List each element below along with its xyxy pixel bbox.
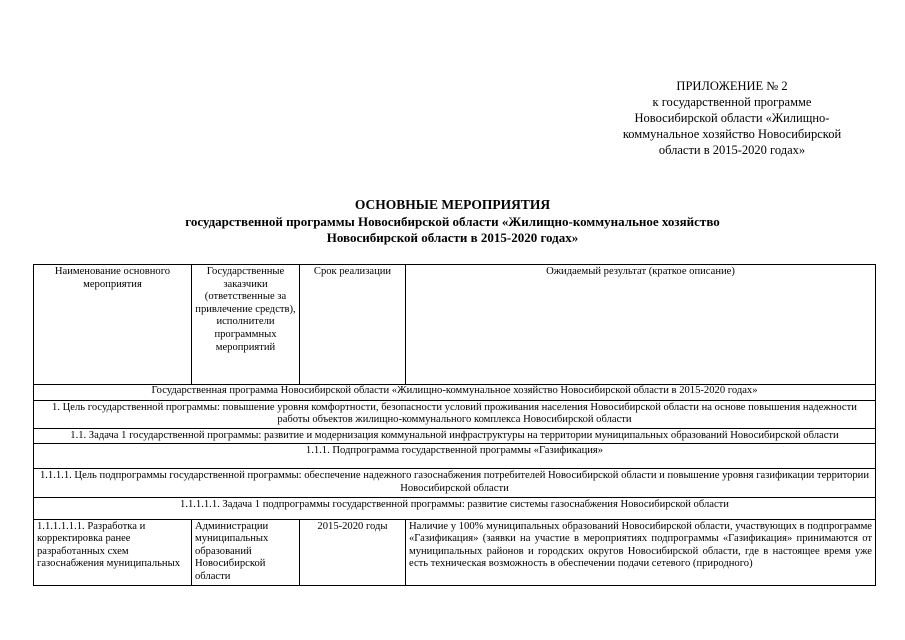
table-row: [34, 428, 876, 444]
table-header-row: [34, 265, 876, 385]
header-period: Срок реализации: [300, 265, 406, 385]
measure-period-cell: 2015-2020 годы: [300, 519, 406, 585]
subprogram-row: 1.1.1. Подпрограмма государственной программы «Газификация»: [34, 444, 876, 469]
header-name: Наименование основного мероприятия: [34, 265, 192, 385]
table-row: [34, 444, 876, 469]
measures-table: [33, 264, 876, 586]
table-row: [34, 385, 876, 401]
appendix-heading: [590, 78, 874, 158]
measure-name-cell: 1.1.1.1.1.1. Разработка и корректировка ранее разработанных схем газоснабжения муниципальных: [34, 519, 192, 585]
document-title: [0, 197, 905, 247]
table-row: [34, 519, 876, 585]
table-row: [34, 400, 876, 428]
header-customer: Государственные заказчики (ответственные за привлечение средств), исполнители программных мероприятий: [192, 265, 300, 385]
program-row: Государственная программа Новосибирской области «Жилищно-коммунальное хозяйство Новосибирской области в 2015-2020 годах»: [34, 385, 876, 401]
table-row: [34, 469, 876, 497]
task-row: 1.1. Задача 1 государственной программы: развитие и модернизация коммунальной инфраструктуры на территории муниципальных образований Новосибирской области: [34, 428, 876, 444]
subgoal-row: 1.1.1.1. Цель подпрограммы государственной программы: обеспечение надежного газоснабжения потребителей Новосибирской области и повышение уровня газификации территории Новосибирской области: [34, 469, 876, 497]
table-row: [34, 497, 876, 519]
measure-result-cell: Наличие у 100% муниципальных образований Новосибирской области, участвующих в подпрограмме «Газификация» (заявки на участие в мероприятиях подпрограммы «Газификация» принимаются от муниципальных районов и городских округов Новосибирской области, где в настоящее время уже есть техническая возможность в обеспечении подачи сетевого (природного): [406, 519, 876, 585]
appendix-line: Новосибирской области «Жилищно-: [634, 111, 830, 125]
title-line: Новосибирской области в 2015-2020 годах»: [326, 230, 579, 245]
appendix-line: области в 2015-2020 годах»: [658, 143, 806, 157]
measure-customer-cell: Администрации муниципальных образований Новосибирской области: [192, 519, 300, 585]
goal-row: 1. Цель государственной программы: повышение уровня комфортности, безопасности условий проживания населения Новосибирской области на основе повышения надежности работы объектов жилищно-коммунального комплекса Новосибирской области: [34, 400, 876, 428]
title-line: государственной программы Новосибирской области «Жилищно-коммунальное хозяйство: [185, 213, 720, 229]
appendix-line: к государственной программе: [652, 95, 812, 109]
header-result: Ожидаемый результат (краткое описание): [406, 265, 876, 385]
appendix-line: коммунальное хозяйство Новосибирской: [622, 127, 842, 141]
subtask-row: 1.1.1.1.1. Задача 1 подпрограммы государственной программы: развитие системы газоснабжения Новосибирской области: [34, 497, 876, 519]
appendix-line: ПРИЛОЖЕНИЕ № 2: [676, 79, 788, 93]
title-main: ОСНОВНЫЕ МЕРОПРИЯТИЯ: [354, 197, 551, 212]
